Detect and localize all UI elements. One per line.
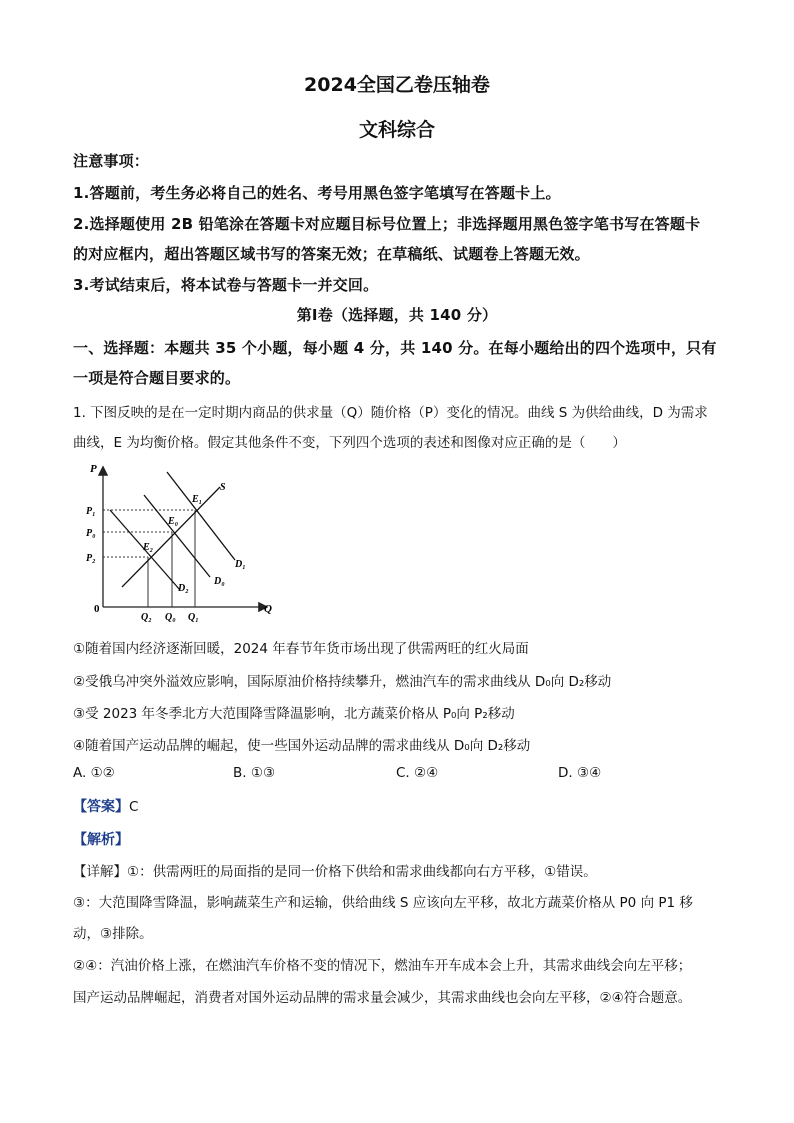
answer-tag: 【答案】: [73, 799, 129, 815]
tick-p0: P₀: [86, 528, 96, 539]
axis-label-p: P: [90, 463, 97, 475]
demand-label-d0: D₀: [214, 576, 225, 587]
option-d: D. ③④: [558, 765, 602, 781]
equilibrium-label-e2: E₂: [143, 542, 154, 553]
question-1-stem-line-1: 1. 下图反映的是在一定时期内商品的供求量（Q）随价格（P）变化的情况。曲线 S 为供给曲线，D 为需求: [73, 405, 708, 421]
equilibrium-label-e0: E₀: [168, 516, 179, 527]
supply-demand-graph: [80, 460, 280, 625]
notice-item-2-line-2: 的对应框内，超出答题区域书写的答案无效；在草稿纸、试题卷上答题无效。: [73, 245, 590, 263]
notice-heading: 注意事项：: [73, 152, 150, 170]
statement-3: ③受 2023 年冬季北方大范围降雪降温影响，北方蔬菜价格从 P₀向 P₂移动: [73, 706, 515, 722]
part1-instructions-line-2: 一项是符合题目要求的。: [73, 369, 241, 387]
statement-2: ②受俄乌冲突外溢效应影响，国际原油价格持续攀升，燃油汽车的需求曲线从 D₀向 D₂移动: [73, 674, 612, 690]
tick-p1: P₁: [86, 506, 96, 517]
statement-1: ①随着国内经济逐渐回暖，2024 年春节年货市场出现了供需两旺的红火局面: [73, 641, 529, 657]
detail-line-4: ②④：汽油价格上涨，在燃油汽车价格不变的情况下，燃油车开车成本会上升，其需求曲线会向左平移；: [73, 958, 692, 974]
option-c: C. ②④: [396, 765, 439, 781]
detail-line-3: 动，③排除。: [73, 926, 153, 942]
option-a: A. ①②: [73, 765, 115, 781]
tick-q0: Q₀: [165, 612, 176, 623]
detail-row-1: [73, 860, 597, 880]
answer-value: C: [129, 799, 139, 815]
supply-label: S: [220, 482, 226, 493]
detail-tag: 【详解】: [73, 864, 127, 880]
detail-line-1: ①：供需两旺的局面指的是同一价格下供给和需求曲线都向右方平移，①错误。: [127, 864, 597, 880]
detail-line-2: ③：大范围降雪降温，影响蔬菜生产和运输，供给曲线 S 应该向左平移，故北方蔬菜价格从 P0 向 P1 移: [73, 895, 693, 911]
notice-item-3: 3.考试结束后，将本试卷与答题卡一并交回。: [73, 276, 379, 294]
notice-item-2-line-1: 2.选择题使用 2B 铅笔涂在答题卡对应题目标号位置上；非选择题用黑色签字笔书写在答题卡: [73, 215, 701, 233]
demand-label-d2: D₂: [178, 583, 189, 594]
equilibrium-label-e1: E₁: [192, 494, 203, 505]
statement-4: ④随着国产运动品牌的崛起，使一些国外运动品牌的需求曲线从 D₀向 D₂移动: [73, 738, 531, 754]
analysis-tag: 【解析】: [73, 832, 129, 848]
demand-label-d1: D₁: [235, 559, 246, 570]
axis-origin: 0: [94, 603, 100, 615]
detail-line-5: 国产运动品牌崛起，消费者对国外运动品牌的需求量会减少，其需求曲线也会向左平移，②④符合题意。: [73, 990, 692, 1006]
tick-q1: Q₁: [188, 612, 199, 623]
exam-subtitle: 文科综合: [358, 119, 435, 141]
part1-instructions-line-1: 一、选择题：本题共 35 个小题，每小题 4 分，共 140 分。在每小题给出的四个选项中，只有: [73, 339, 717, 357]
answer-row: [73, 796, 138, 816]
tick-q2: Q₂: [141, 612, 152, 623]
question-1-stem-line-2: 曲线，E 为均衡价格。假定其他条件不变，下列四个选项的表述和图像对应正确的是（ ）: [73, 435, 626, 451]
option-b: B. ①③: [233, 765, 276, 781]
axis-label-q: Q: [264, 603, 272, 615]
tick-p2: P₂: [86, 553, 96, 564]
notice-item-1: 1.答题前，考生务必将自己的姓名、考号用黑色签字笔填写在答题卡上。: [73, 184, 561, 202]
exam-title: 2024全国乙卷压轴卷: [304, 74, 490, 96]
section-title: 第Ⅰ卷（选择题，共 140 分）: [296, 306, 498, 324]
